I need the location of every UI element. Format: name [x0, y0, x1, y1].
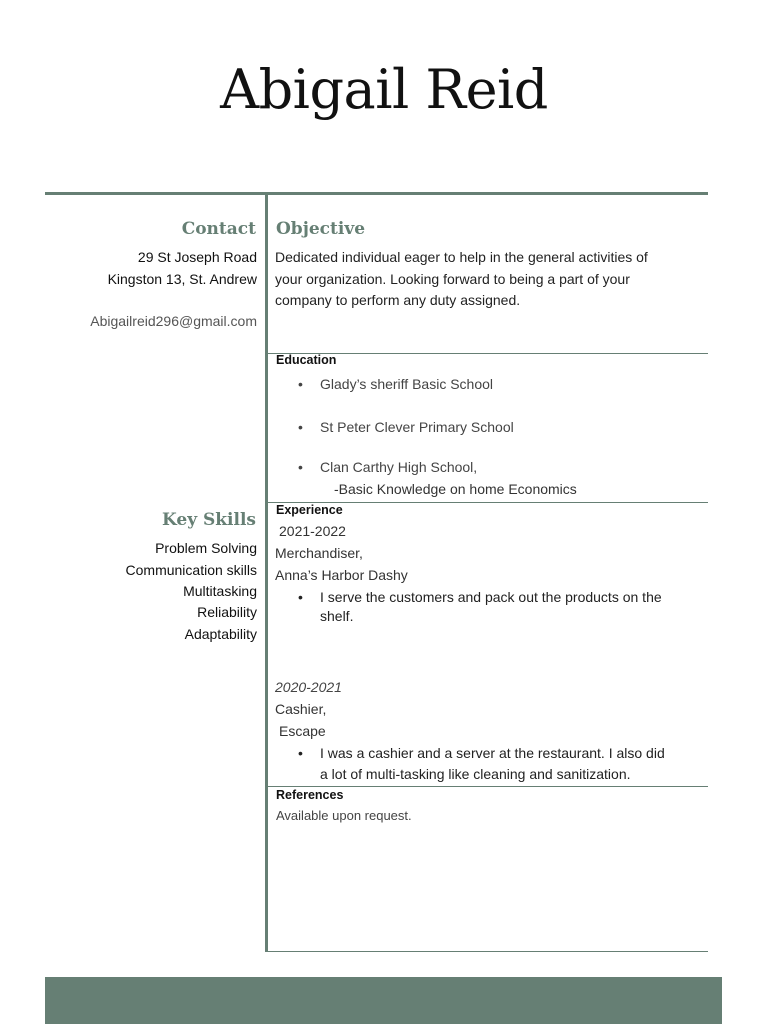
objective-heading: Objective: [276, 219, 366, 239]
column-divider: [265, 195, 268, 952]
footer-bar: [45, 977, 722, 1024]
address-line-2: Kingston 13, St. Andrew: [107, 271, 257, 287]
job-company: Escape: [279, 723, 326, 739]
skill-item: Problem Solving: [155, 540, 257, 556]
job-duty-line: I was a cashier and a server at the restaurant. I also did: [320, 745, 665, 761]
job-duty-line: I serve the customers and pack out the products on the: [320, 589, 662, 605]
job-title: Merchandiser,: [275, 545, 363, 561]
experience-heading: Experience: [276, 503, 343, 517]
skill-item: Communication skills: [125, 562, 257, 578]
job-duty: [298, 743, 698, 785]
bullet-icon: •: [298, 459, 303, 475]
resume-name: Abigail Reid: [220, 58, 548, 121]
education-heading: Education: [276, 353, 337, 367]
objective-line: your organization. Looking forward to being a part of your: [275, 271, 630, 287]
top-divider: [45, 192, 708, 195]
job-title: Cashier,: [275, 701, 327, 717]
bullet-icon: •: [298, 589, 303, 605]
objective-line: company to perform any duty assigned.: [275, 292, 521, 308]
contact-heading: Contact: [181, 219, 256, 239]
education-note: -Basic Knowledge on home Economics: [334, 481, 577, 497]
section-divider: [268, 951, 708, 952]
education-item: [298, 418, 698, 437]
education-school: Clan Carthy High School,: [320, 459, 478, 475]
job-duty: [298, 588, 698, 626]
references-heading: References: [276, 788, 344, 802]
job-duty-line: a lot of multi-tasking like cleaning and sanitization.: [320, 766, 631, 782]
job-years: 2020-2021: [275, 679, 342, 695]
address-line-1: 29 St Joseph Road: [137, 249, 257, 265]
job-years: 2021-2022: [279, 523, 346, 539]
objective-line: Dedicated individual eager to help in the general activities of: [275, 249, 648, 265]
key-skills-heading: Key Skills: [161, 510, 256, 530]
skill-item: Multitasking: [183, 583, 257, 599]
bullet-icon: •: [298, 376, 303, 392]
education-item: [298, 375, 698, 394]
contact-email: Abigailreid296@gmail.com: [90, 313, 257, 329]
bullet-icon: •: [298, 419, 303, 435]
education-school: Glady’s sheriff Basic School: [320, 376, 494, 392]
job-company: Anna’s Harbor Dashy: [275, 567, 408, 583]
education-item: [298, 458, 698, 477]
section-divider: [268, 786, 708, 787]
skill-item: Reliability: [197, 604, 257, 620]
references-text: Available upon request.: [276, 808, 412, 823]
job-duty-line: shelf.: [320, 608, 354, 624]
education-school: St Peter Clever Primary School: [320, 419, 514, 435]
bullet-icon: •: [298, 745, 303, 761]
skill-item: Adaptability: [184, 626, 257, 642]
